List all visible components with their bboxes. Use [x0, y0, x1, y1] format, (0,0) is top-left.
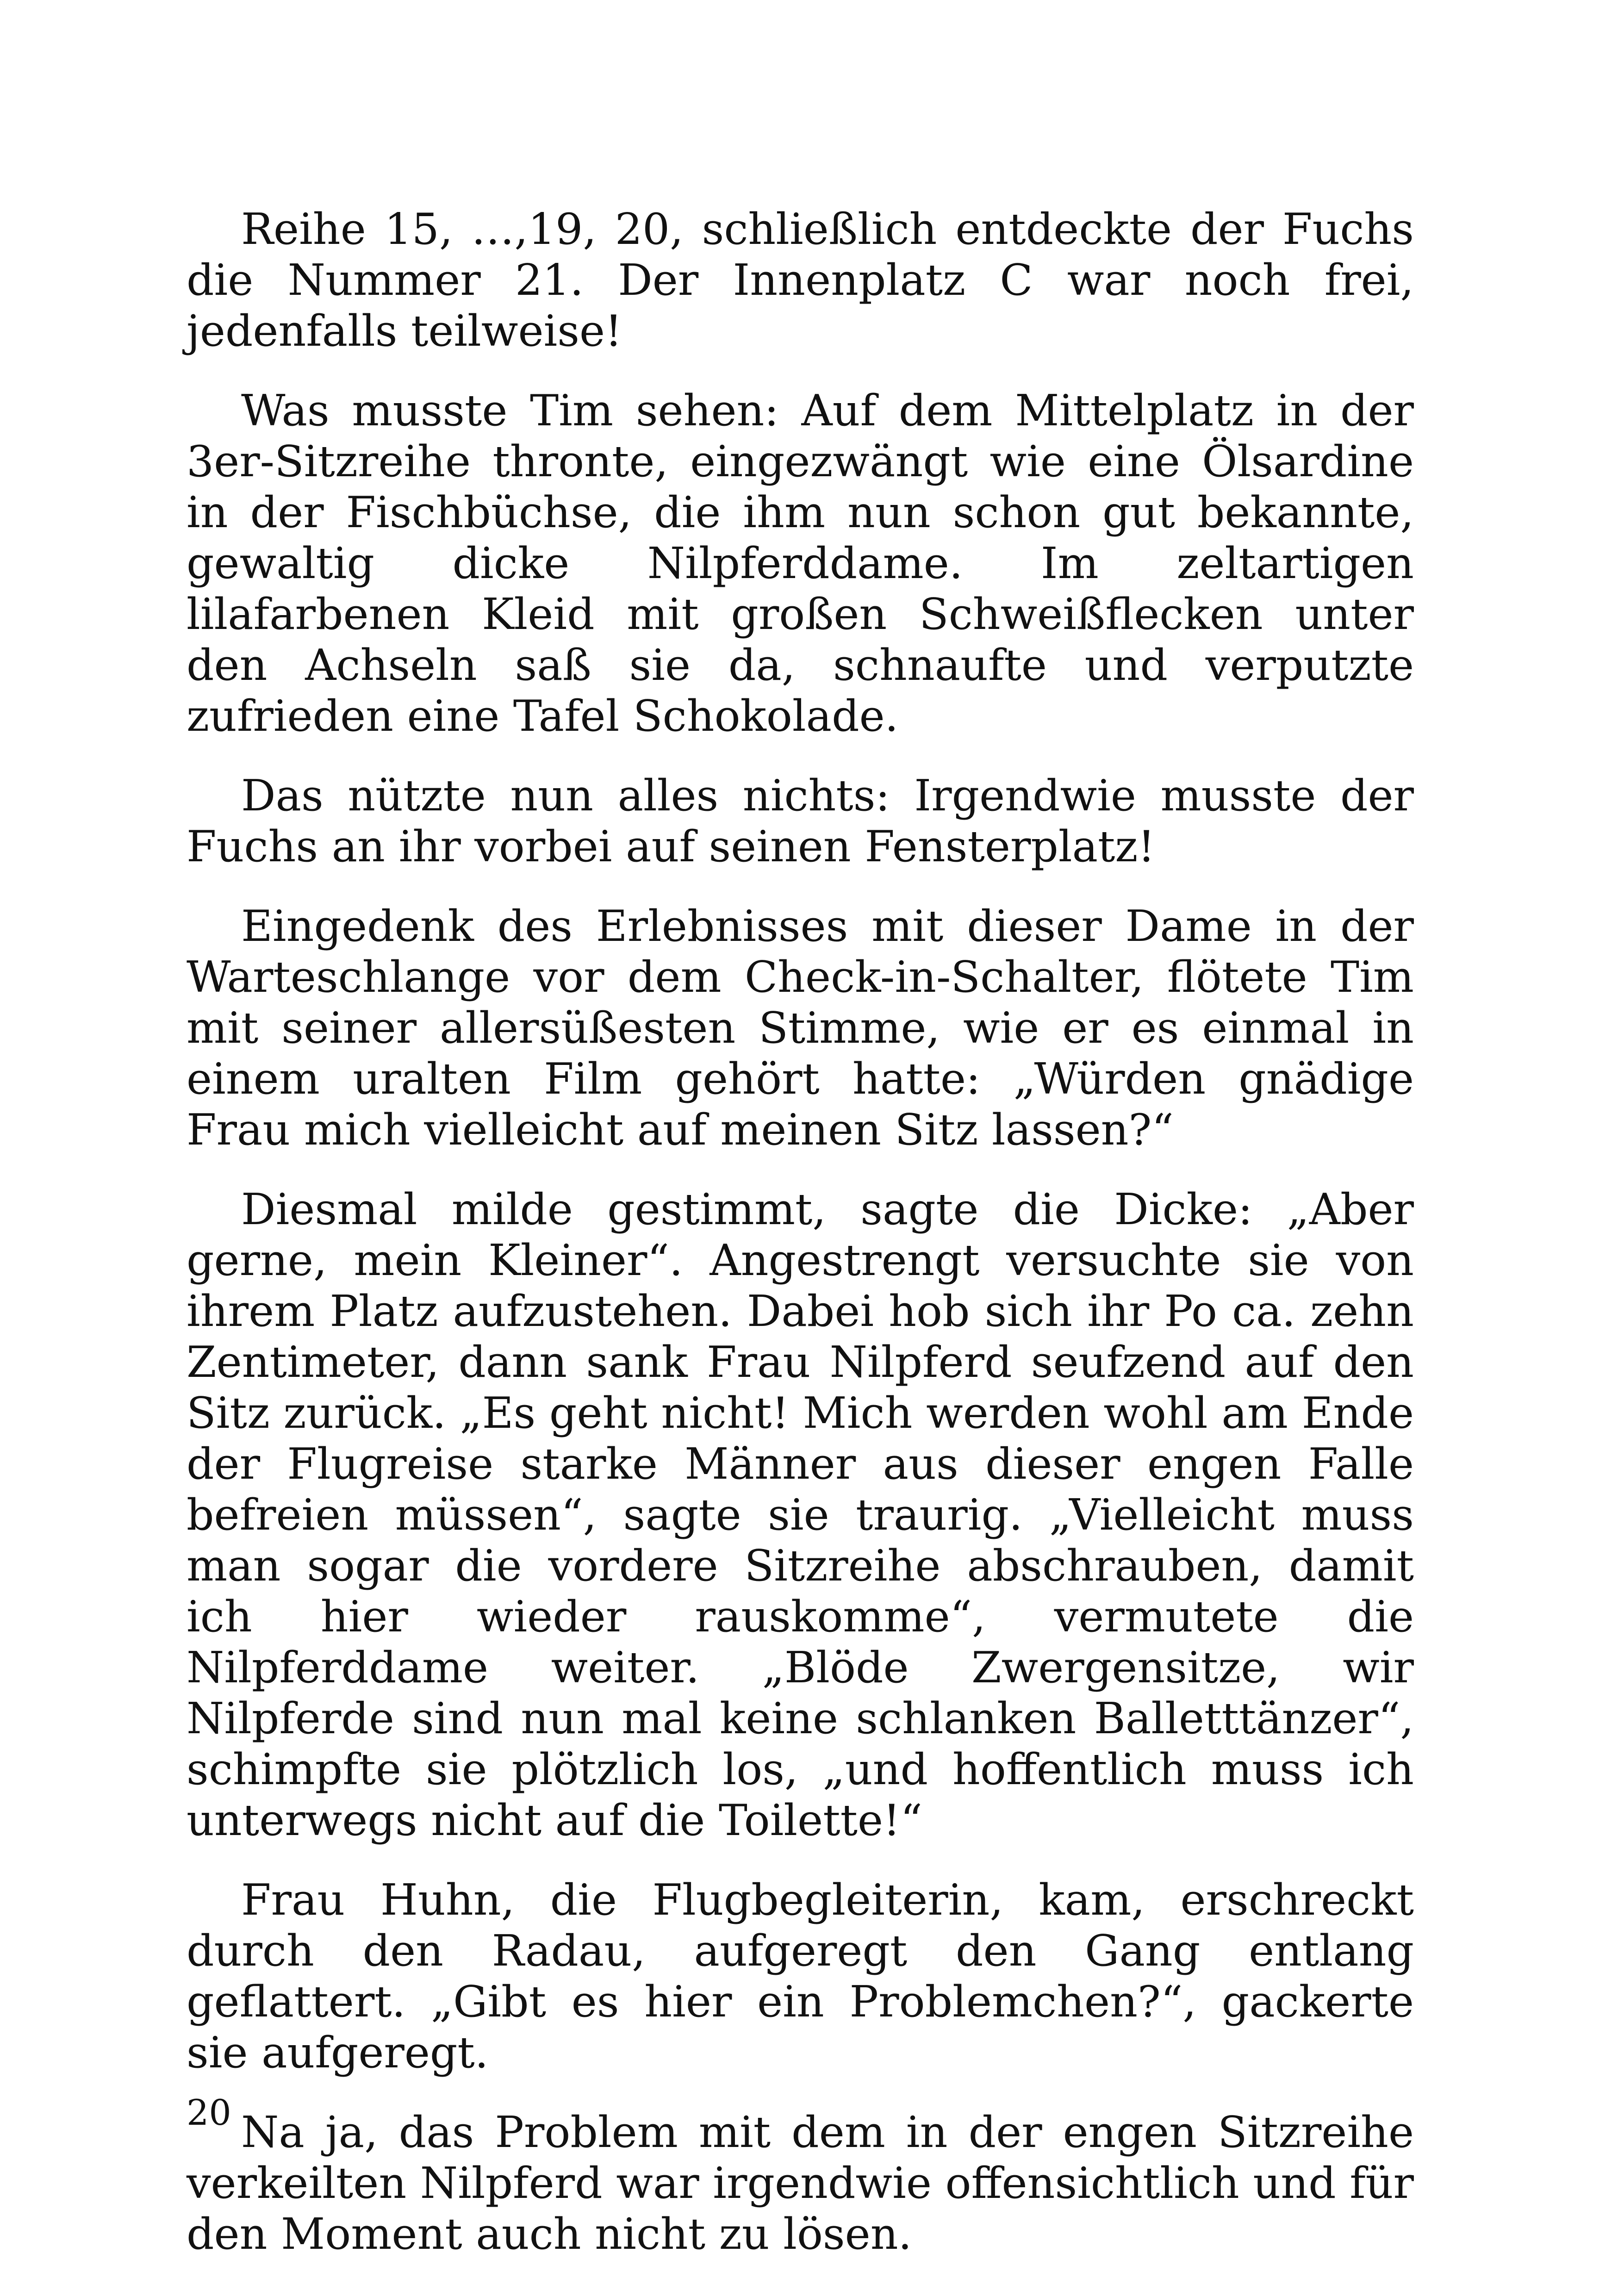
paragraph-3: Das nützte nun alles nichts: Irgendwie musste der Fuchs an ihr vorbei auf seinen Fensterplatz!: [187, 771, 1414, 871]
paragraph-6: Frau Huhn, die Flugbegleiterin, kam, erschreckt durch den Radau, aufgeregt den Gang entlang geflattert. „Gibt es hier ein Problemchen?“, gackerte sie aufgeregt.: [187, 1875, 1414, 2078]
body-text: [187, 204, 1414, 2288]
paragraph-4: Eingedenk des Erlebnisses mit dieser Dame in der Warteschlange vor dem Check-in-Schalter, flötete Tim mit seiner allersüßesten Stimme, wie er es einmal in einem uralten Film gehört hatte: „Würden gnädige Frau mich vielleicht auf meinen Sitz lassen?“: [187, 901, 1414, 1155]
paragraph-1: Reihe 15, …,19, 20, schließlich entdeckte der Fuchs die Nummer 21. Der Innenplatz C war noch frei, jedenfalls teilweise!: [187, 204, 1414, 356]
paragraph-7: Na ja, das Problem mit dem in der engen Sitzreihe verkeilten Nilpferd war irgendwie offensichtlich und für den Moment auch nicht zu lösen.: [187, 2107, 1414, 2259]
page-number: 20: [187, 2092, 231, 2133]
paragraph-2: Was musste Tim sehen: Auf dem Mittelplatz in der 3er-Sitzreihe thronte, eingezwängt wie eine Ölsardine in der Fischbüchse, die ihm nun schon gut bekannte, gewaltig dicke Nilpferddame. Im zeltartigen lilafarbenen Kleid mit großen Schweißflecken unter den Achseln saß sie da, schnaufte und verputzte zufrieden eine Tafel Schokolade.: [187, 386, 1414, 741]
paragraph-5: Diesmal milde gestimmt, sagte die Dicke: „Aber gerne, mein Kleiner“. Angestrengt versuchte sie von ihrem Platz aufzustehen. Dabei hob sich ihr Po ca. zehn Zentimeter, dann sank Frau Nilpferd seufzend auf den Sitz zurück. „Es geht nicht! Mich werden wohl am Ende der Flugreise starke Männer aus dieser engen Falle befreien müssen“, sagte sie traurig. „Vielleicht muss man sogar die vordere Sitzreihe abschrauben, damit ich hier wieder rauskomme“, vermutete die Nilpferddame weiter. „Blöde Zwergensitze, wir Nilpferde sind nun mal keine schlanken Balletttänzer“, schimpfte sie plötzlich los, „und hoffentlich muss ich unterwegs nicht auf die Toilette!“: [187, 1184, 1414, 1845]
